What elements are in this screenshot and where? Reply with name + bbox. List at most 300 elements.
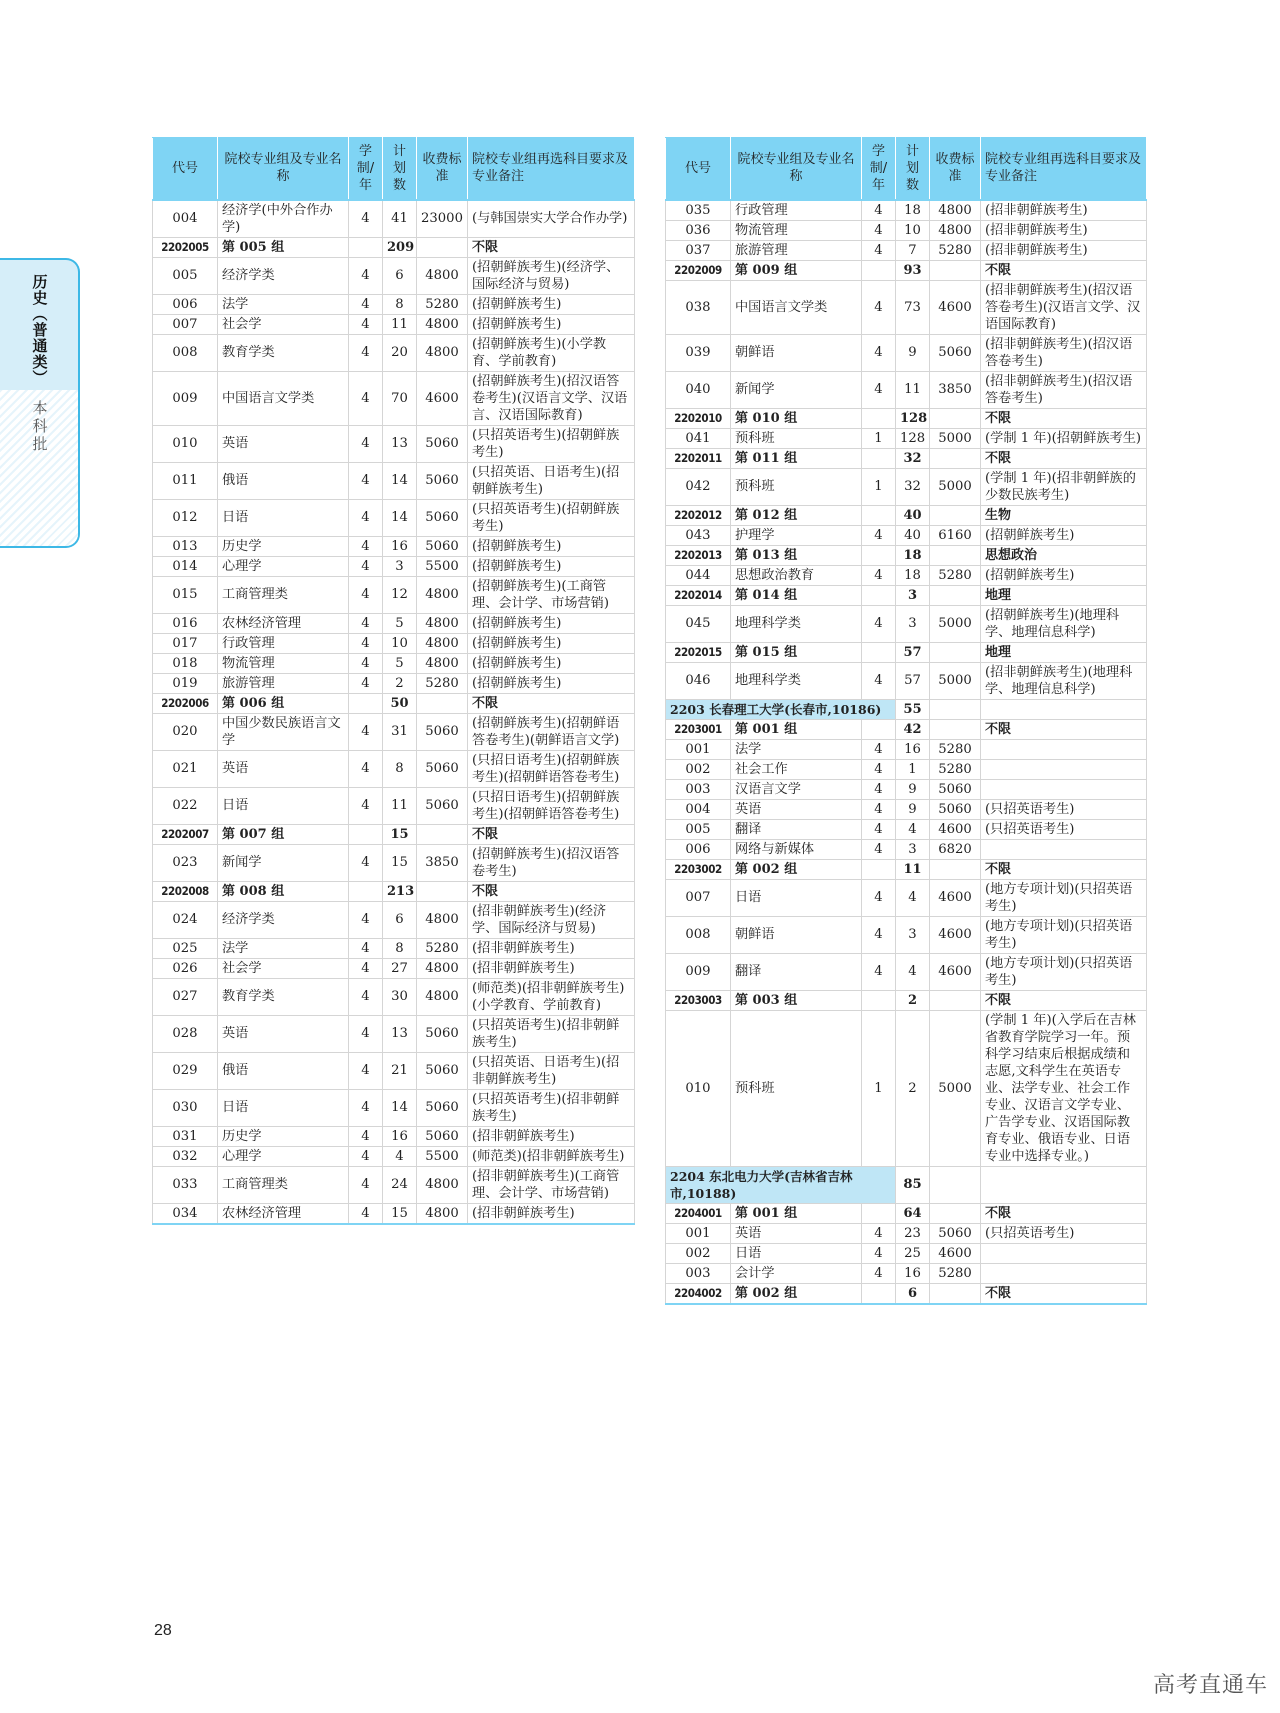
group-name: 第 005 组 bbox=[218, 237, 349, 257]
major-code: 043 bbox=[666, 525, 731, 545]
fee: 5060 bbox=[417, 1126, 468, 1146]
years: 4 bbox=[349, 633, 383, 653]
requirement-note: (招非朝鲜族考生)(地理科学、地理信息科学) bbox=[981, 662, 1147, 699]
plan-count: 8 bbox=[383, 294, 417, 314]
requirement-note: (招朝鲜族考生)(地理科学、地理信息科学) bbox=[981, 605, 1147, 642]
plan-count: 7 bbox=[896, 240, 930, 260]
plan-count: 16 bbox=[383, 536, 417, 556]
major-name: 社会学 bbox=[218, 314, 349, 334]
plan-count: 2 bbox=[896, 1010, 930, 1166]
plan-count: 50 bbox=[383, 693, 417, 713]
fee-cell bbox=[930, 408, 981, 428]
major-name: 经济学(中外合作办学) bbox=[218, 200, 349, 238]
table-row bbox=[666, 468, 1147, 505]
major-code: 001 bbox=[666, 1223, 731, 1243]
fee: 5280 bbox=[417, 938, 468, 958]
fee: 5280 bbox=[930, 565, 981, 585]
years: 4 bbox=[349, 1089, 383, 1126]
major-code: 005 bbox=[153, 257, 218, 294]
plan-count: 3 bbox=[896, 605, 930, 642]
requirement-note: (招朝鲜族考生) bbox=[981, 525, 1147, 545]
fee: 5060 bbox=[417, 536, 468, 556]
major-code: 008 bbox=[666, 916, 731, 953]
requirement-note: (与韩国崇实大学合作办学) bbox=[468, 200, 635, 238]
group-name: 第 006 组 bbox=[218, 693, 349, 713]
years: 4 bbox=[862, 739, 896, 759]
plan-count: 16 bbox=[896, 739, 930, 759]
major-code: 013 bbox=[153, 536, 218, 556]
major-name: 旅游管理 bbox=[731, 240, 862, 260]
requirement-note: (招非朝鲜族考生) bbox=[981, 220, 1147, 240]
fee: 5060 bbox=[417, 499, 468, 536]
plan-count: 6 bbox=[383, 901, 417, 938]
subject-requirement: 地理 bbox=[981, 642, 1147, 662]
years: 1 bbox=[862, 1010, 896, 1166]
requirement-note: (招非朝鲜族考生)(工商管理、会计学、市场营销) bbox=[468, 1166, 635, 1203]
years: 4 bbox=[349, 462, 383, 499]
fee: 4800 bbox=[417, 978, 468, 1015]
subject-requirement: 不限 bbox=[468, 881, 635, 901]
major-name: 新闻学 bbox=[218, 844, 349, 881]
fee: 5060 bbox=[417, 787, 468, 824]
years: 4 bbox=[349, 1015, 383, 1052]
table-row bbox=[666, 662, 1147, 699]
major-name: 思想政治教育 bbox=[731, 565, 862, 585]
years: 4 bbox=[349, 499, 383, 536]
university-name: 2204 东北电力大学(吉林省吉林市,10188) bbox=[666, 1166, 896, 1203]
requirement-note: (招朝鲜族考生)(经济学、国际经济与贸易) bbox=[468, 257, 635, 294]
group-code: 2202011 bbox=[666, 448, 731, 468]
fee: 4800 bbox=[417, 901, 468, 938]
major-name: 工商管理类 bbox=[218, 576, 349, 613]
years: 4 bbox=[862, 1223, 896, 1243]
plan-count: 40 bbox=[896, 525, 930, 545]
subject-requirement: 不限 bbox=[468, 824, 635, 844]
years-cell bbox=[862, 1283, 896, 1304]
years-cell bbox=[862, 990, 896, 1010]
requirement-note: (只招英语、日语考生)(招朝鲜族考生) bbox=[468, 462, 635, 499]
major-code: 010 bbox=[666, 1010, 731, 1166]
plan-count: 25 bbox=[896, 1243, 930, 1263]
plan-count: 3 bbox=[896, 916, 930, 953]
major-name: 心理学 bbox=[218, 556, 349, 576]
major-name: 俄语 bbox=[218, 1052, 349, 1089]
requirement-note: (招朝鲜族考生) bbox=[468, 673, 635, 693]
major-code: 014 bbox=[153, 556, 218, 576]
table-row bbox=[153, 1146, 635, 1166]
major-code: 034 bbox=[153, 1203, 218, 1224]
plan-count: 14 bbox=[383, 462, 417, 499]
group-row bbox=[153, 881, 635, 901]
fee: 5500 bbox=[417, 1146, 468, 1166]
fee-cell bbox=[930, 1166, 981, 1203]
fee: 4600 bbox=[930, 1243, 981, 1263]
table-row bbox=[153, 1126, 635, 1146]
fee: 23000 bbox=[417, 200, 468, 238]
group-code: 2202007 bbox=[153, 824, 218, 844]
table-row bbox=[153, 499, 635, 536]
major-code: 045 bbox=[666, 605, 731, 642]
group-code: 2202015 bbox=[666, 642, 731, 662]
major-code: 041 bbox=[666, 428, 731, 448]
requirement-note: (招朝鲜族考生) bbox=[468, 536, 635, 556]
fee: 4800 bbox=[417, 958, 468, 978]
requirement-note: (招朝鲜族考生) bbox=[468, 653, 635, 673]
group-row bbox=[153, 693, 635, 713]
major-code: 024 bbox=[153, 901, 218, 938]
fee: 5060 bbox=[930, 1223, 981, 1243]
requirement-note: (招朝鲜族考生) bbox=[468, 294, 635, 314]
fee: 6820 bbox=[930, 839, 981, 859]
fee: 4600 bbox=[930, 280, 981, 334]
table-row bbox=[666, 565, 1147, 585]
plan-count: 15 bbox=[383, 1203, 417, 1224]
years: 1 bbox=[862, 468, 896, 505]
plan-count: 213 bbox=[383, 881, 417, 901]
plan-count: 70 bbox=[383, 371, 417, 425]
fee: 5280 bbox=[930, 759, 981, 779]
table-row bbox=[666, 739, 1147, 759]
subject-requirement: 不限 bbox=[981, 260, 1147, 280]
fee: 4800 bbox=[417, 1166, 468, 1203]
years: 4 bbox=[862, 759, 896, 779]
plan-count: 13 bbox=[383, 1015, 417, 1052]
major-code: 005 bbox=[666, 819, 731, 839]
fee: 5060 bbox=[930, 799, 981, 819]
years: 4 bbox=[349, 314, 383, 334]
table-row bbox=[153, 653, 635, 673]
table-row bbox=[666, 428, 1147, 448]
fee-cell bbox=[417, 693, 468, 713]
major-code: 036 bbox=[666, 220, 731, 240]
table-row bbox=[666, 879, 1147, 916]
subject-requirement: 不限 bbox=[981, 1203, 1147, 1223]
fee-cell bbox=[930, 990, 981, 1010]
requirement-note: (只招英语考生) bbox=[981, 1223, 1147, 1243]
major-code: 009 bbox=[666, 953, 731, 990]
years-cell bbox=[349, 881, 383, 901]
years: 4 bbox=[349, 787, 383, 824]
plan-count: 5 bbox=[383, 653, 417, 673]
plan-count: 20 bbox=[383, 334, 417, 371]
plan-count: 93 bbox=[896, 260, 930, 280]
table-row bbox=[666, 525, 1147, 545]
group-row bbox=[666, 408, 1147, 428]
years: 4 bbox=[862, 334, 896, 371]
requirement-note: (学制 1 年)(招朝鲜族考生) bbox=[981, 428, 1147, 448]
plan-count: 5 bbox=[383, 613, 417, 633]
years: 4 bbox=[349, 653, 383, 673]
years: 4 bbox=[349, 978, 383, 1015]
group-name: 第 014 组 bbox=[731, 585, 862, 605]
years-cell bbox=[862, 642, 896, 662]
major-name: 会计学 bbox=[731, 1263, 862, 1283]
requirement-note: (只招英语考生)(招朝鲜族考生) bbox=[468, 425, 635, 462]
subject-requirement: 不限 bbox=[981, 1283, 1147, 1304]
table-row bbox=[666, 759, 1147, 779]
major-code: 023 bbox=[153, 844, 218, 881]
fee-cell bbox=[930, 260, 981, 280]
years: 4 bbox=[862, 371, 896, 408]
fee-cell bbox=[930, 448, 981, 468]
fee: 4600 bbox=[930, 819, 981, 839]
university-name: 2203 长春理工大学(长春市,10186) bbox=[666, 699, 896, 719]
years: 4 bbox=[349, 536, 383, 556]
fee: 4600 bbox=[417, 371, 468, 425]
plan-count: 3 bbox=[896, 839, 930, 859]
major-code: 037 bbox=[666, 240, 731, 260]
header-code: 代号 bbox=[666, 138, 731, 200]
table-row bbox=[666, 240, 1147, 260]
page-number: 28 bbox=[154, 1622, 172, 1639]
plan-count: 32 bbox=[896, 468, 930, 505]
plan-count: 40 bbox=[896, 505, 930, 525]
years-cell bbox=[862, 448, 896, 468]
table-row bbox=[666, 1010, 1147, 1166]
requirement-note: (招非朝鲜族考生)(经济学、国际经济与贸易) bbox=[468, 901, 635, 938]
major-code: 009 bbox=[153, 371, 218, 425]
plan-count: 6 bbox=[383, 257, 417, 294]
table-row bbox=[153, 334, 635, 371]
requirement-cell bbox=[981, 699, 1147, 719]
requirement-note: (招非朝鲜族考生) bbox=[468, 1126, 635, 1146]
fee-cell bbox=[417, 881, 468, 901]
table-row bbox=[153, 787, 635, 824]
table-row bbox=[153, 844, 635, 881]
table-row bbox=[153, 1089, 635, 1126]
major-code: 004 bbox=[153, 200, 218, 238]
plan-count: 6 bbox=[896, 1283, 930, 1304]
requirement-note: (只招日语考生)(招朝鲜族考生)(招朝鲜语答卷考生) bbox=[468, 750, 635, 787]
header-requirements: 院校专业组再选科目要求及专业备注 bbox=[468, 138, 635, 200]
group-code: 2202009 bbox=[666, 260, 731, 280]
major-code: 030 bbox=[153, 1089, 218, 1126]
group-code: 2202012 bbox=[666, 505, 731, 525]
major-name: 法学 bbox=[731, 739, 862, 759]
fee: 5060 bbox=[417, 750, 468, 787]
fee: 5000 bbox=[930, 428, 981, 448]
subject-requirement: 不限 bbox=[981, 719, 1147, 739]
plan-count: 18 bbox=[896, 545, 930, 565]
major-code: 006 bbox=[666, 839, 731, 859]
fee: 5500 bbox=[417, 556, 468, 576]
plan-count: 16 bbox=[896, 1263, 930, 1283]
fee: 4800 bbox=[417, 653, 468, 673]
years-cell bbox=[862, 545, 896, 565]
header-requirements: 院校专业组再选科目要求及专业备注 bbox=[981, 138, 1147, 200]
table-row bbox=[666, 1223, 1147, 1243]
major-name: 中国语言文学类 bbox=[218, 371, 349, 425]
requirement-note: (学制 1 年)(招非朝鲜族的少数民族考生) bbox=[981, 468, 1147, 505]
major-code: 027 bbox=[153, 978, 218, 1015]
major-name: 历史学 bbox=[218, 1126, 349, 1146]
plan-count: 11 bbox=[896, 859, 930, 879]
fee: 4800 bbox=[417, 257, 468, 294]
major-name: 新闻学 bbox=[731, 371, 862, 408]
major-name: 朝鲜语 bbox=[731, 334, 862, 371]
table-row bbox=[153, 958, 635, 978]
years: 4 bbox=[862, 953, 896, 990]
major-name: 经济学类 bbox=[218, 901, 349, 938]
table-row bbox=[153, 938, 635, 958]
years: 4 bbox=[349, 713, 383, 750]
group-name: 第 008 组 bbox=[218, 881, 349, 901]
major-name: 历史学 bbox=[218, 536, 349, 556]
years: 4 bbox=[349, 294, 383, 314]
fee-cell bbox=[930, 1283, 981, 1304]
major-name: 教育学类 bbox=[218, 978, 349, 1015]
fee: 5060 bbox=[417, 425, 468, 462]
group-row bbox=[666, 642, 1147, 662]
plan-count: 128 bbox=[896, 428, 930, 448]
years-cell bbox=[862, 585, 896, 605]
group-code: 2202013 bbox=[666, 545, 731, 565]
fee: 4800 bbox=[417, 613, 468, 633]
plan-count: 4 bbox=[383, 1146, 417, 1166]
group-code: 2202010 bbox=[666, 408, 731, 428]
table-row bbox=[153, 257, 635, 294]
requirement-note: (招非朝鲜族考生) bbox=[981, 240, 1147, 260]
table-row bbox=[153, 901, 635, 938]
group-code: 2204001 bbox=[666, 1203, 731, 1223]
major-name: 英语 bbox=[218, 1015, 349, 1052]
requirement-note: (只招英语考生)(招非朝鲜族考生) bbox=[468, 1015, 635, 1052]
subject-requirement: 不限 bbox=[981, 859, 1147, 879]
years-cell bbox=[862, 408, 896, 428]
major-name: 英语 bbox=[218, 750, 349, 787]
fee: 4800 bbox=[417, 314, 468, 334]
plan-count: 4 bbox=[896, 953, 930, 990]
years: 1 bbox=[862, 428, 896, 448]
requirement-note: (学制 1 年)(入学后在吉林省教育学院学习一年。预科学习结束后根据成绩和志愿,文科学生在英语专业、法学专业、社会工作专业、汉语言文学专业、广告学专业、汉语国际教育专业、俄语专业、日语专业中选择专业。) bbox=[981, 1010, 1147, 1166]
major-name: 中国语言文学类 bbox=[731, 280, 862, 334]
table-row bbox=[666, 953, 1147, 990]
major-code: 026 bbox=[153, 958, 218, 978]
major-name: 翻译 bbox=[731, 819, 862, 839]
major-name: 社会工作 bbox=[731, 759, 862, 779]
table-row bbox=[666, 1263, 1147, 1283]
years: 4 bbox=[862, 200, 896, 221]
group-row bbox=[153, 237, 635, 257]
years: 4 bbox=[349, 1052, 383, 1089]
header-years: 学制/年 bbox=[862, 138, 896, 200]
years: 4 bbox=[862, 525, 896, 545]
years: 4 bbox=[349, 334, 383, 371]
plan-count: 11 bbox=[383, 314, 417, 334]
table-row bbox=[153, 536, 635, 556]
requirement-note bbox=[981, 739, 1147, 759]
years-cell bbox=[349, 237, 383, 257]
major-code: 003 bbox=[666, 779, 731, 799]
fee: 4800 bbox=[930, 220, 981, 240]
plan-count: 41 bbox=[383, 200, 417, 238]
table-row bbox=[153, 556, 635, 576]
years: 4 bbox=[349, 1126, 383, 1146]
group-row bbox=[666, 990, 1147, 1010]
table-row bbox=[153, 462, 635, 499]
group-name: 第 015 组 bbox=[731, 642, 862, 662]
major-code: 007 bbox=[666, 879, 731, 916]
major-code: 012 bbox=[153, 499, 218, 536]
major-name: 法学 bbox=[218, 294, 349, 314]
plan-count: 3 bbox=[896, 585, 930, 605]
years-cell bbox=[862, 260, 896, 280]
fee-cell bbox=[930, 505, 981, 525]
fee: 4600 bbox=[930, 953, 981, 990]
major-code: 010 bbox=[153, 425, 218, 462]
major-name: 农林经济管理 bbox=[218, 613, 349, 633]
table-header bbox=[153, 138, 635, 200]
requirement-note: (招朝鲜族考生)(招朝鲜语答卷考生)(朝鲜语言文学) bbox=[468, 713, 635, 750]
major-name: 英语 bbox=[731, 799, 862, 819]
fee: 4600 bbox=[930, 916, 981, 953]
years: 4 bbox=[862, 819, 896, 839]
years: 4 bbox=[862, 565, 896, 585]
major-name: 预科班 bbox=[731, 428, 862, 448]
requirement-note: (只招英语考生) bbox=[981, 799, 1147, 819]
major-code: 016 bbox=[153, 613, 218, 633]
fee-cell bbox=[930, 545, 981, 565]
requirement-note: (地方专项计划)(只招英语考生) bbox=[981, 953, 1147, 990]
major-name: 预科班 bbox=[731, 468, 862, 505]
table-row bbox=[153, 314, 635, 334]
fee: 5060 bbox=[417, 713, 468, 750]
plan-count: 9 bbox=[896, 334, 930, 371]
major-name: 法学 bbox=[218, 938, 349, 958]
table-row bbox=[153, 713, 635, 750]
university-row bbox=[666, 1166, 1147, 1203]
group-row bbox=[666, 719, 1147, 739]
years: 4 bbox=[862, 662, 896, 699]
fee-cell bbox=[930, 859, 981, 879]
major-name: 地理科学类 bbox=[731, 605, 862, 642]
group-name: 第 011 组 bbox=[731, 448, 862, 468]
plan-count: 12 bbox=[383, 576, 417, 613]
table-row bbox=[666, 280, 1147, 334]
fee: 5060 bbox=[417, 1052, 468, 1089]
fee-cell bbox=[417, 237, 468, 257]
requirement-note: (招非朝鲜族考生) bbox=[981, 200, 1147, 221]
years: 4 bbox=[862, 879, 896, 916]
plan-count: 30 bbox=[383, 978, 417, 1015]
table-row bbox=[153, 633, 635, 653]
major-name: 翻译 bbox=[731, 953, 862, 990]
plan-count: 24 bbox=[383, 1166, 417, 1203]
major-code: 035 bbox=[666, 200, 731, 221]
requirement-note: (招朝鲜族考生)(招汉语答卷考生) bbox=[468, 844, 635, 881]
major-name: 教育学类 bbox=[218, 334, 349, 371]
major-name: 日语 bbox=[218, 1089, 349, 1126]
fee: 5280 bbox=[930, 1263, 981, 1283]
subject-requirement: 不限 bbox=[468, 237, 635, 257]
plan-count: 4 bbox=[896, 879, 930, 916]
years: 4 bbox=[349, 257, 383, 294]
table-row bbox=[666, 819, 1147, 839]
table-row bbox=[666, 334, 1147, 371]
requirement-note: (招非朝鲜族考生) bbox=[468, 958, 635, 978]
major-name: 物流管理 bbox=[218, 653, 349, 673]
major-name: 日语 bbox=[731, 879, 862, 916]
years: 4 bbox=[349, 1166, 383, 1203]
major-code: 015 bbox=[153, 576, 218, 613]
major-name: 日语 bbox=[218, 499, 349, 536]
major-name: 预科班 bbox=[731, 1010, 862, 1166]
group-code: 2202005 bbox=[153, 237, 218, 257]
requirement-note: (只招英语考生) bbox=[981, 819, 1147, 839]
table-row bbox=[153, 200, 635, 238]
fee-cell bbox=[930, 585, 981, 605]
requirement-note: (招朝鲜族考生) bbox=[468, 613, 635, 633]
